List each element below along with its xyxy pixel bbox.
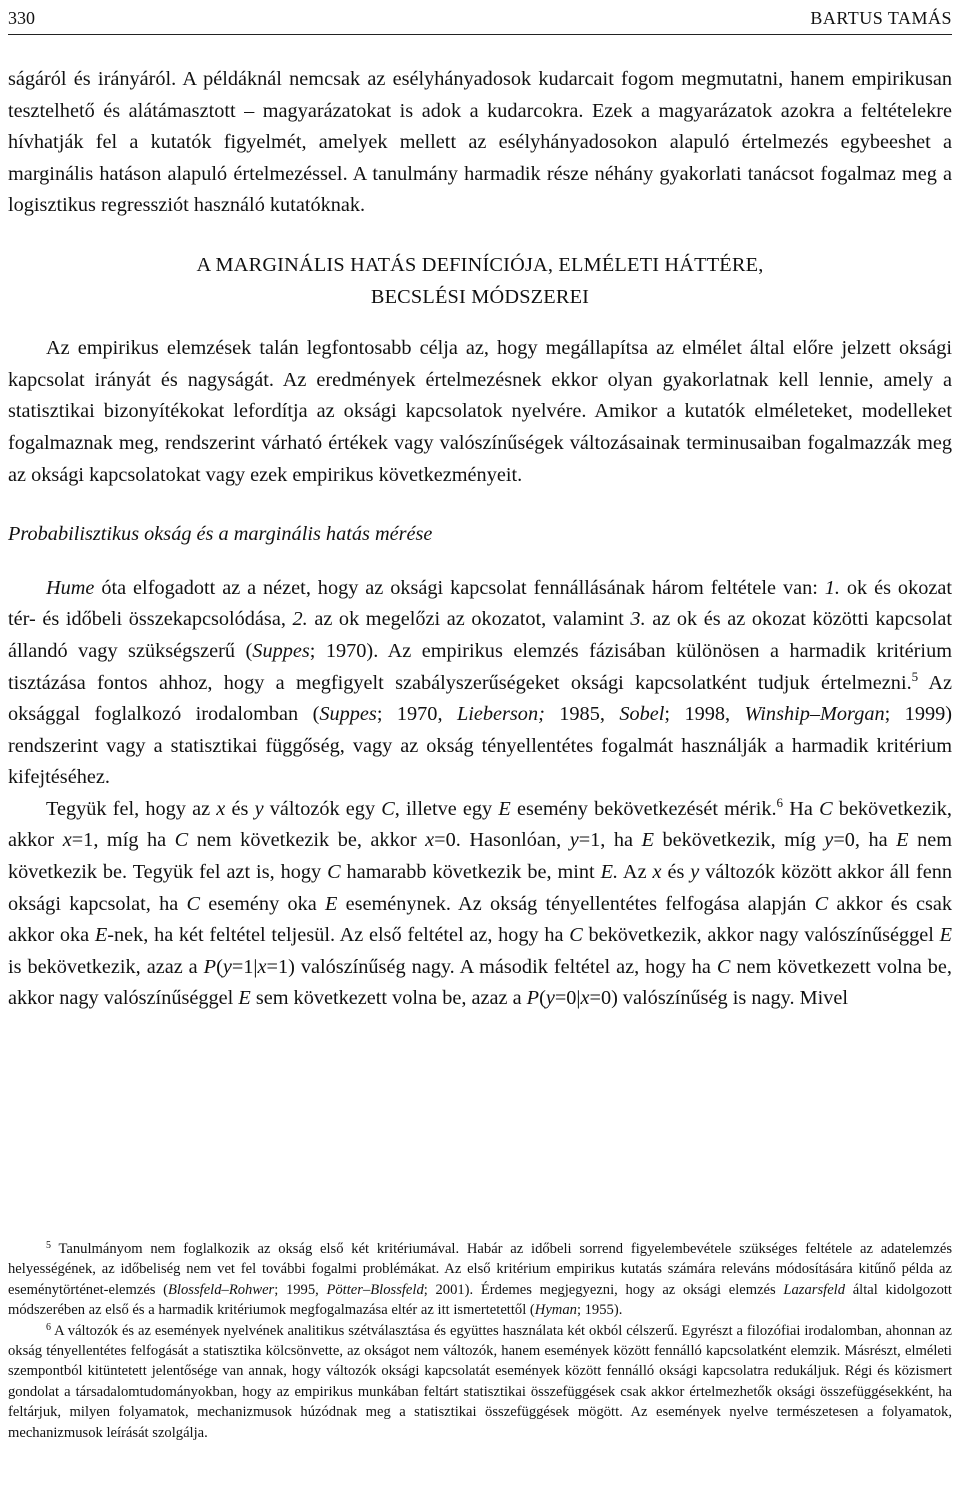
- ref-lieberson: Lieberson;: [456, 703, 545, 726]
- footnote-5: [8, 1239, 952, 1321]
- text-span: , illetve egy: [394, 797, 499, 820]
- var-y: y: [824, 829, 834, 852]
- text-span: esemény oka: [200, 892, 325, 915]
- var-y: y: [254, 797, 264, 820]
- list-number: 3.: [630, 608, 646, 631]
- text-span: A változók és az események nyelvének analitikus szétválasztása és együttes használata két okból célszerű. Egyrészt a filozófiai irodalomban, ahonnan az okság tényellentétes felfogását a statisztika kölcsönvette, az okságot nem változók, hanem események között fennálló kapcsolatként elemzik. Másrészt, elméleti szempontból kitüntetett jelentősége van annak, hogy változók oksági kapcsolatát események között fennálló oksági kapcsolatra redukáljuk. Régi és közismert gondolat a társadalomtudományokban, hogy az empirikus munkában feltárt statisztikai összefüggések csak akkor értelmezhetők oksági összefüggésekként, ha feltárjuk, milyen folyamatok, mechanizmusok húzódnak meg a statisztikai összefüggések mögött. Az események nyelve természetesen a folyamatok, mechanizmusok leírását szolgálja.: [8, 1322, 952, 1441]
- text-span: Tanulmányom nem foglalkozik az okság első két kritériumával. Habár az időbeli sorrend figyelembevétele szükséges feltétele az adatelemzés helyességének, az időbeliség nem vet fel további fogalmi problémákat. Az első kritérium empirikus kutatás számára releváns módosítására kitűnő példa az eseménytörténet-elemzés (: [8, 1241, 952, 1298]
- var-x: x: [580, 987, 590, 1010]
- text-span: Ha: [783, 797, 820, 820]
- text-span: =0. Hasonlóan,: [434, 829, 570, 852]
- footnote-6: [8, 1321, 952, 1443]
- text-span: hamarabb következik be, mint: [340, 861, 601, 884]
- subsection-paragraph-1: [8, 573, 952, 794]
- footnote-ref-5[interactable]: 5: [911, 668, 919, 684]
- subsection-title: Probabilisztikus okság és a marginális hatás mérése: [8, 523, 433, 546]
- text-span: az ok és az okozat közötti kapcsolat állandó vagy szükségszerű (: [8, 608, 953, 662]
- text-span: változók között akkor áll fenn oksági kapcsolat, ha: [8, 861, 952, 915]
- footnote-number: 6: [46, 1321, 51, 1333]
- text-span: =0, ha: [833, 829, 897, 852]
- ref-hume: Hume: [46, 576, 95, 599]
- footnote-ref-6[interactable]: 6: [776, 794, 784, 810]
- text-span: óta elfogadott az a nézet, hogy az oksági kapcsolat fennállásának három feltétele van:: [94, 576, 825, 599]
- event-c: C: [186, 892, 201, 915]
- text-span: 1985,: [544, 703, 620, 726]
- text-span: =0) valószínűség is nagy. Mivel: [589, 987, 849, 1010]
- ref-winship-morgan: Winship–Morgan: [744, 703, 885, 726]
- text-span: Az: [618, 861, 653, 884]
- text-span: =0|: [554, 987, 581, 1010]
- text-span: sem következett volna be, azaz a: [250, 987, 527, 1010]
- var-y: y: [569, 829, 579, 852]
- running-header: [8, 8, 952, 35]
- ref-lazarsfeld: Lazarsfeld: [783, 1281, 846, 1298]
- ref-potter-blossfeld: Pötter–Blossfeld: [326, 1281, 424, 1298]
- event-e: E: [939, 924, 952, 947]
- text-span: ok és okozat tér- és időbeli összekapcsolódása,: [8, 576, 952, 631]
- var-y: y: [222, 955, 232, 978]
- list-number: 2.: [292, 608, 308, 631]
- text-span: =1) valószínűség nagy. A második feltétel az, hogy ha: [266, 955, 717, 978]
- main-text: [8, 64, 952, 1015]
- section-heading-line-1: A MARGINÁLIS HATÁS DEFINÍCIÓJA, ELMÉLETI HÁTTÉRE,: [196, 253, 764, 276]
- text-span: =1, ha: [578, 829, 642, 852]
- var-x: x: [425, 829, 435, 852]
- text-span: ; 1955).: [576, 1302, 623, 1319]
- text-span: ; 1999) rendszerint vagy a statisztikai függőség, vagy az okság tényellentétes fogalmát használják a harmadik kritérium kifejtéséhez.: [8, 703, 952, 789]
- event-c: C: [381, 797, 395, 820]
- section-heading: [8, 250, 952, 313]
- var-y: y: [545, 987, 555, 1010]
- ref-suppes: Suppes: [319, 703, 377, 726]
- var-x: x: [652, 861, 662, 884]
- event-e: E: [896, 829, 909, 852]
- text-span: eseménynek. Az okság tényellentétes felfogása alapján: [337, 892, 815, 915]
- text-span: (: [539, 987, 546, 1010]
- text-span: =1|: [231, 955, 258, 978]
- text-span: ; 1995,: [274, 1281, 327, 1298]
- text-span: ; 2001). Érdemes megjegyezni, hogy az oksági elemzés: [423, 1281, 784, 1298]
- ref-sobel: Sobel: [619, 703, 665, 726]
- event-c: C: [814, 892, 829, 915]
- event-e: E: [324, 892, 338, 915]
- text-span: ; 1998,: [664, 703, 745, 726]
- event-e: E: [641, 829, 654, 852]
- event-c: C: [716, 955, 731, 978]
- var-x: x: [216, 797, 226, 820]
- subsection-paragraph-2: [8, 794, 952, 1015]
- ref-hyman: Hyman: [534, 1302, 577, 1319]
- author-name: BARTUS TAMÁS: [810, 8, 952, 28]
- ref-blossfeld-rohwer: Blossfeld–Rohwer: [168, 1281, 275, 1298]
- event-e: E: [94, 924, 108, 947]
- text-span: bekövetkezik, akkor: [8, 797, 952, 852]
- text-span: az ok megelőzi az okozatot, valamint: [307, 608, 631, 631]
- event-e: E: [238, 987, 251, 1010]
- footnotes: [8, 1239, 952, 1443]
- text-span: ; 1970,: [376, 703, 457, 726]
- var-x: x: [62, 829, 72, 852]
- list-number: 1.: [824, 576, 840, 599]
- text-span: Tegyük fel, hogy az: [46, 797, 217, 820]
- text-span: bekövetkezik, akkor nagy valószínűséggel: [582, 924, 940, 947]
- ref-suppes: Suppes: [252, 639, 310, 662]
- text-span: nem következik be. Tegyük fel azt is, hogy: [8, 829, 953, 884]
- text-span: Az oksággal foglalkozó irodalomban (: [8, 671, 952, 726]
- text-span: ; 1970). Az empirikus elemzés fázisában különösen a harmadik kritérium tisztázása fontos ahhoz, hogy a megfigyelt szabályszerűségeket oksági kapcsolatként tudjuk értelmezni.: [8, 639, 952, 694]
- text-span: =1, míg ha: [71, 829, 175, 852]
- text-span: (: [216, 955, 223, 978]
- text-span: által kidolgozott módszerében az első és a harmadik kritériumok megfogalmazása eltér az itt ismertetettől (: [8, 1281, 952, 1319]
- event-c: C: [174, 829, 189, 852]
- text-span: nem következik be, akkor: [188, 829, 426, 852]
- text-span: és: [661, 861, 691, 884]
- event-c: C: [569, 924, 583, 947]
- event-e: E.: [600, 861, 619, 884]
- section-paragraph: Az empirikus elemzések talán legfontosabb célja az, hogy megállapítsa az elmélet által előre jelzett oksági kapcsolat irányát és nagyságát. Az eredmények értelmezésnek ekkor olyan gyakorlatnak kell lennie, amely a statisztikai bizonyítékokat lefordítja az oksági kapcsolatok nyelvére. Amikor a kutatók elméleteket, modelleket fogalmaznak meg, rendszerint várható értékek vagy valószínűségek változásainak terminusaiban fogalmazzák meg az oksági kapcsolatokat vagy ezek empirikus következményeit.: [8, 337, 952, 486]
- text-span: nem következett volna be, akkor nagy valószínűséggel: [8, 955, 952, 1010]
- text-span: bekövetkezik, míg: [653, 829, 825, 852]
- intro-paragraph: ságáról és irányáról. A példáknál nemcsak az esélyhányadosok kudarcait fogom megmutatni, hanem empirikusan tesztelhető és alátámasztott – magyarázatokat is adok a kudarcokra. Ezek a magyarázatok azokra a feltételekre hívhatják fel a kutatók figyelmét, amelyek mellett az esélyhányadosokon alapuló értelmezés egybeeshet a marginális hatáson alapuló értelmezéssel. A tanulmány harmadik része néhány gyakorlati tanácsot fogalmaz meg a logisztikus regressziót használó kutatóknak.: [8, 68, 952, 217]
- text-span: is bekövetkezik, azaz a: [8, 955, 204, 978]
- prob-p: P: [203, 955, 217, 978]
- text-span: esemény bekövetkezését mérik.: [510, 797, 777, 820]
- text-span: akkor és csak akkor oka: [8, 892, 952, 947]
- footnote-number: 5: [46, 1240, 51, 1251]
- text-span: -nek, ha két feltétel teljesül. Az első feltétel az, hogy ha: [107, 924, 570, 947]
- var-x: x: [257, 955, 267, 978]
- var-y: y: [690, 861, 700, 884]
- event-c: C: [819, 797, 833, 820]
- text-span: változók egy: [263, 797, 382, 820]
- section-heading-line-2: BECSLÉSI MÓDSZEREI: [370, 285, 590, 308]
- event-c: C: [327, 861, 341, 884]
- text-span: és: [225, 797, 255, 820]
- prob-p: P: [526, 987, 540, 1010]
- page-number: 330: [8, 8, 35, 28]
- event-e: E: [498, 797, 511, 820]
